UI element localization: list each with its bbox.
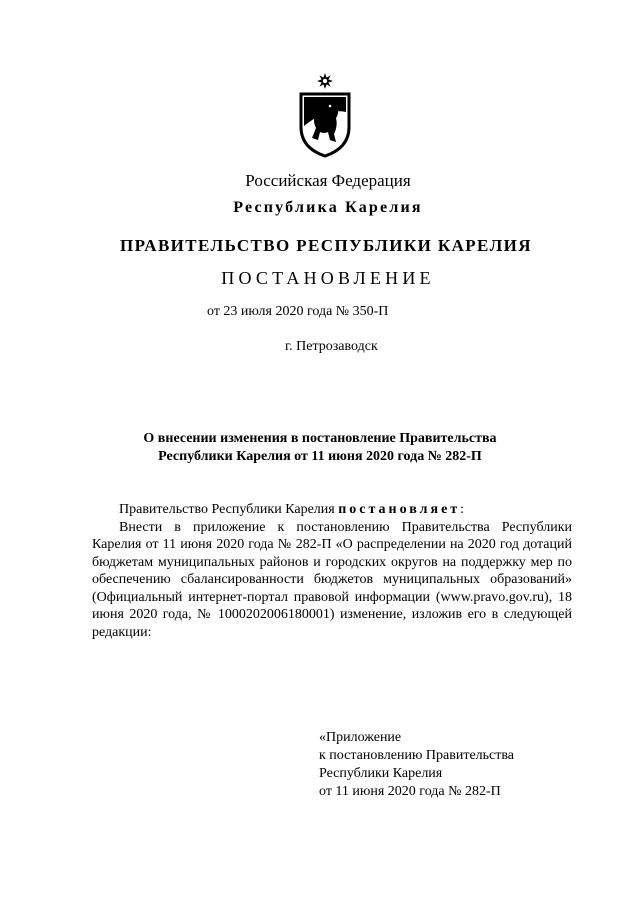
city-name: г. Петрозаводск [285,339,378,354]
appendix-line-2: к постановлению Правительства [319,748,515,763]
decree-date-number: от 23 июля 2020 года № 350-П [207,304,389,319]
subject-line-2: Республики Карелия от 11 июня 2020 года № 282-П [158,449,482,464]
lead-suffix: : [460,502,465,517]
body-lead-paragraph [92,501,572,519]
karelia-coat-of-arms-icon [296,72,354,158]
body-item-paragraph: Внести в приложение к постановлению Правительства Республики Карелия от 11 июня 2020 года № 282-П «О распределении на 2020 год дотаций бюджетам муниципальных районов и городских округов на поддержку мер по обеспечению сбалансированности бюджетов муниципальных образований» (Официальный интернет-портал правовой информации (www.pravo.gov.ru), 18 июня 2020 года, № 1000202006180001) изменение, изложив его в следующей редакции: [92,519,572,640]
government-name: ПРАВИТЕЛЬСТВО РЕСПУБЛИКИ КАРЕЛИЯ [120,236,532,255]
country-name: Российская Федерация [245,171,411,190]
decree-subject [0,430,640,466]
document-type: ПОСТАНОВЛЕНИЕ [221,268,435,288]
appendix-line-1: «Приложение [319,730,402,745]
decree-body [92,501,572,641]
subject-line-1: О внесении изменения в постановление Правительства [143,431,497,446]
appendix-header [319,729,514,801]
lead-prefix: Правительство Республики Карелия [119,502,339,517]
republic-name: Республика Карелия [233,199,423,216]
appendix-line-3: Республики Карелия [319,766,443,781]
appendix-line-4: от 11 июня 2020 года № 282-П [319,784,501,799]
lead-emphasis: постановляет [338,502,461,517]
